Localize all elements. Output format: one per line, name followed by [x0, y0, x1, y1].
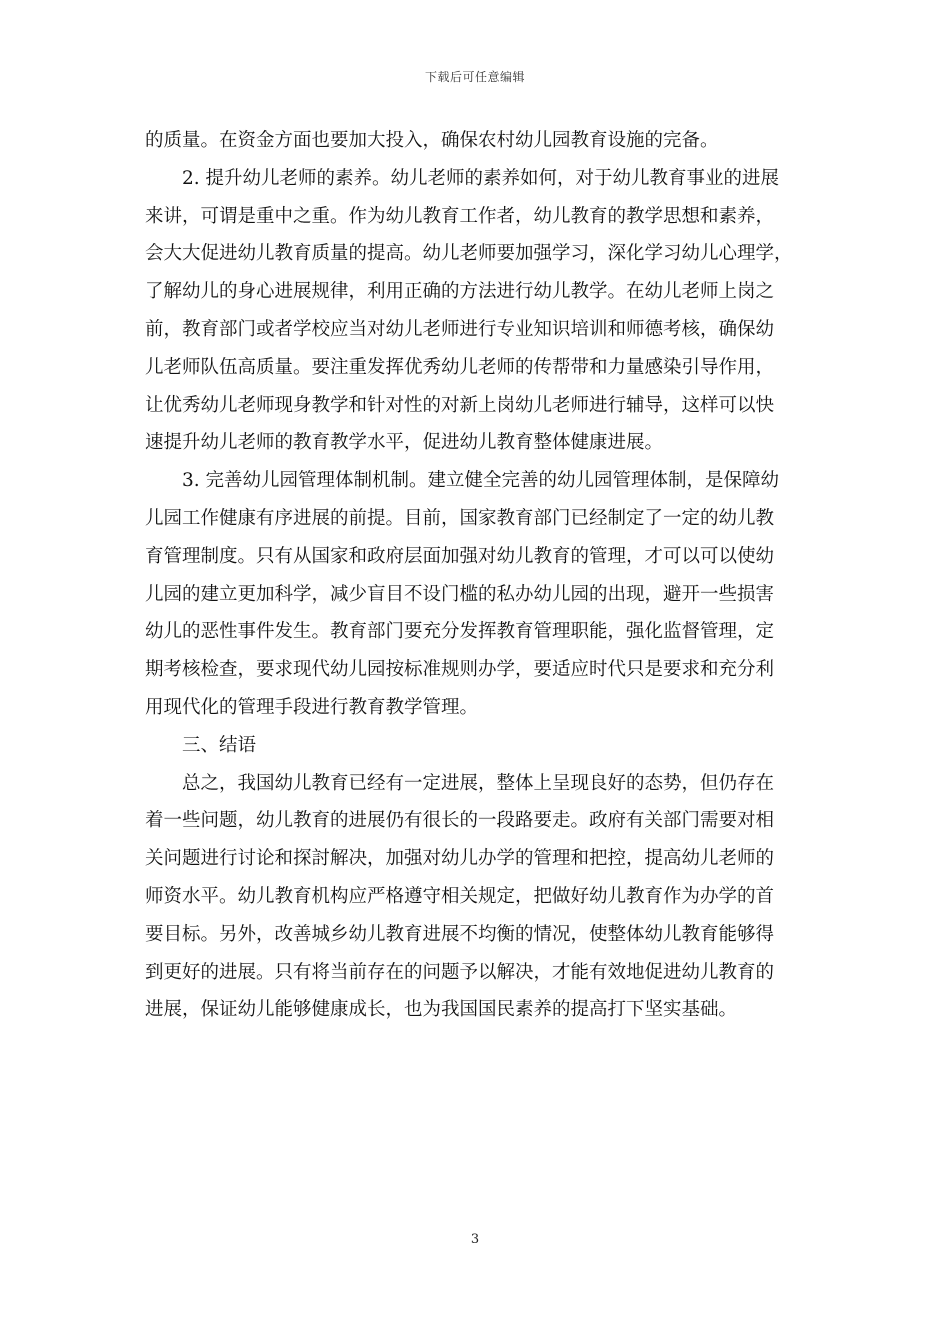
- text-line: 前，教育部门或者学校应当对幼儿老师进行专业知识培训和师德考核，确保幼: [145, 318, 775, 340]
- text-line: 用现代化的管理手段进行教育教学管理。: [145, 696, 479, 718]
- text-line: 让优秀幼儿老师现身教学和针对性的对新上岗幼儿老师进行辅导，这样可以快: [145, 394, 775, 416]
- body-text: [145, 122, 809, 1029]
- text-line: 总之，我国幼儿教育已经有一定进展，整体上呈现良好的态势，但仍存在: [182, 772, 775, 794]
- text-line: 儿园工作健康有序进展的前提。目前，国家教育部门已经制定了一定的幼儿教: [145, 507, 775, 529]
- text-line: 儿园的建立更加科学，减少盲目不设门槛的私办幼儿园的出现，避开一些损害: [145, 583, 775, 605]
- text-line: 速提升幼儿老师的教育教学水平，促进幼儿教育整体健康进展。: [145, 432, 664, 454]
- text-line: 儿老师队伍高质量。要注重发挥优秀幼儿老师的传帮带和力量感染引导作用，: [145, 356, 775, 378]
- text-line: 要目标。另外，改善城乡幼儿教育进展不均衡的情况，使整体幼儿教育能够得: [145, 923, 775, 945]
- text-line: 会大大促进幼儿教育质量的提高。幼儿老师要加强学习，深化学习幼儿心理学，: [145, 243, 793, 265]
- text-line: 来讲，可谓是重中之重。作为幼儿教育工作者，幼儿教育的教学思想和素养，: [145, 205, 775, 227]
- text-line: 幼儿的恶性事件发生。教育部门要充分发挥教育管理职能，强化监督管理，定: [145, 621, 775, 643]
- text-line: 2. 提升幼儿老师的素养。幼儿老师的素养如何，对于幼儿教育事业的进展: [182, 167, 780, 189]
- section-heading: 三、结语: [182, 734, 257, 756]
- text-line: 育管理制度。只有从国家和政府层面加强对幼儿教育的管理，才可以可以使幼: [145, 545, 775, 567]
- text-line: 了解幼儿的身心进展规律，利用正确的方法进行幼儿教学。在幼儿老师上岗之: [145, 281, 775, 303]
- text-line: 3. 完善幼儿园管理体制机制。建立健全完善的幼儿园管理体制，是保障幼: [182, 470, 780, 492]
- text-line: 期考核检查，要求现代幼儿园按标准规则办学，要适应时代只是要求和充分利: [145, 659, 775, 681]
- text-line: 师资水平。幼儿教育机构应严格遵守相关规定，把做好幼儿教育作为办学的首: [145, 885, 775, 907]
- text-line: 着一些问题，幼儿教育的进展仍有很长的一段路要走。政府有关部门需要对相: [145, 810, 775, 832]
- text-line: 进展，保证幼儿能够健康成长，也为我国国民素养的提高打下坚实基础。: [145, 999, 738, 1021]
- page-header: 下载后可任意编辑: [424, 70, 525, 84]
- page-number: 3: [470, 1232, 480, 1247]
- text-line: 的质量。在资金方面也要加大投入，确保农村幼儿园教育设施的完备。: [145, 130, 719, 151]
- text-line: 到更好的进展。只有将当前存在的问题予以解决，才能有效地促进幼儿教育的: [145, 961, 775, 983]
- text-line: 关问题进行讨论和探討解决，加强对幼儿办学的管理和把控，提高幼儿老师的: [145, 848, 775, 870]
